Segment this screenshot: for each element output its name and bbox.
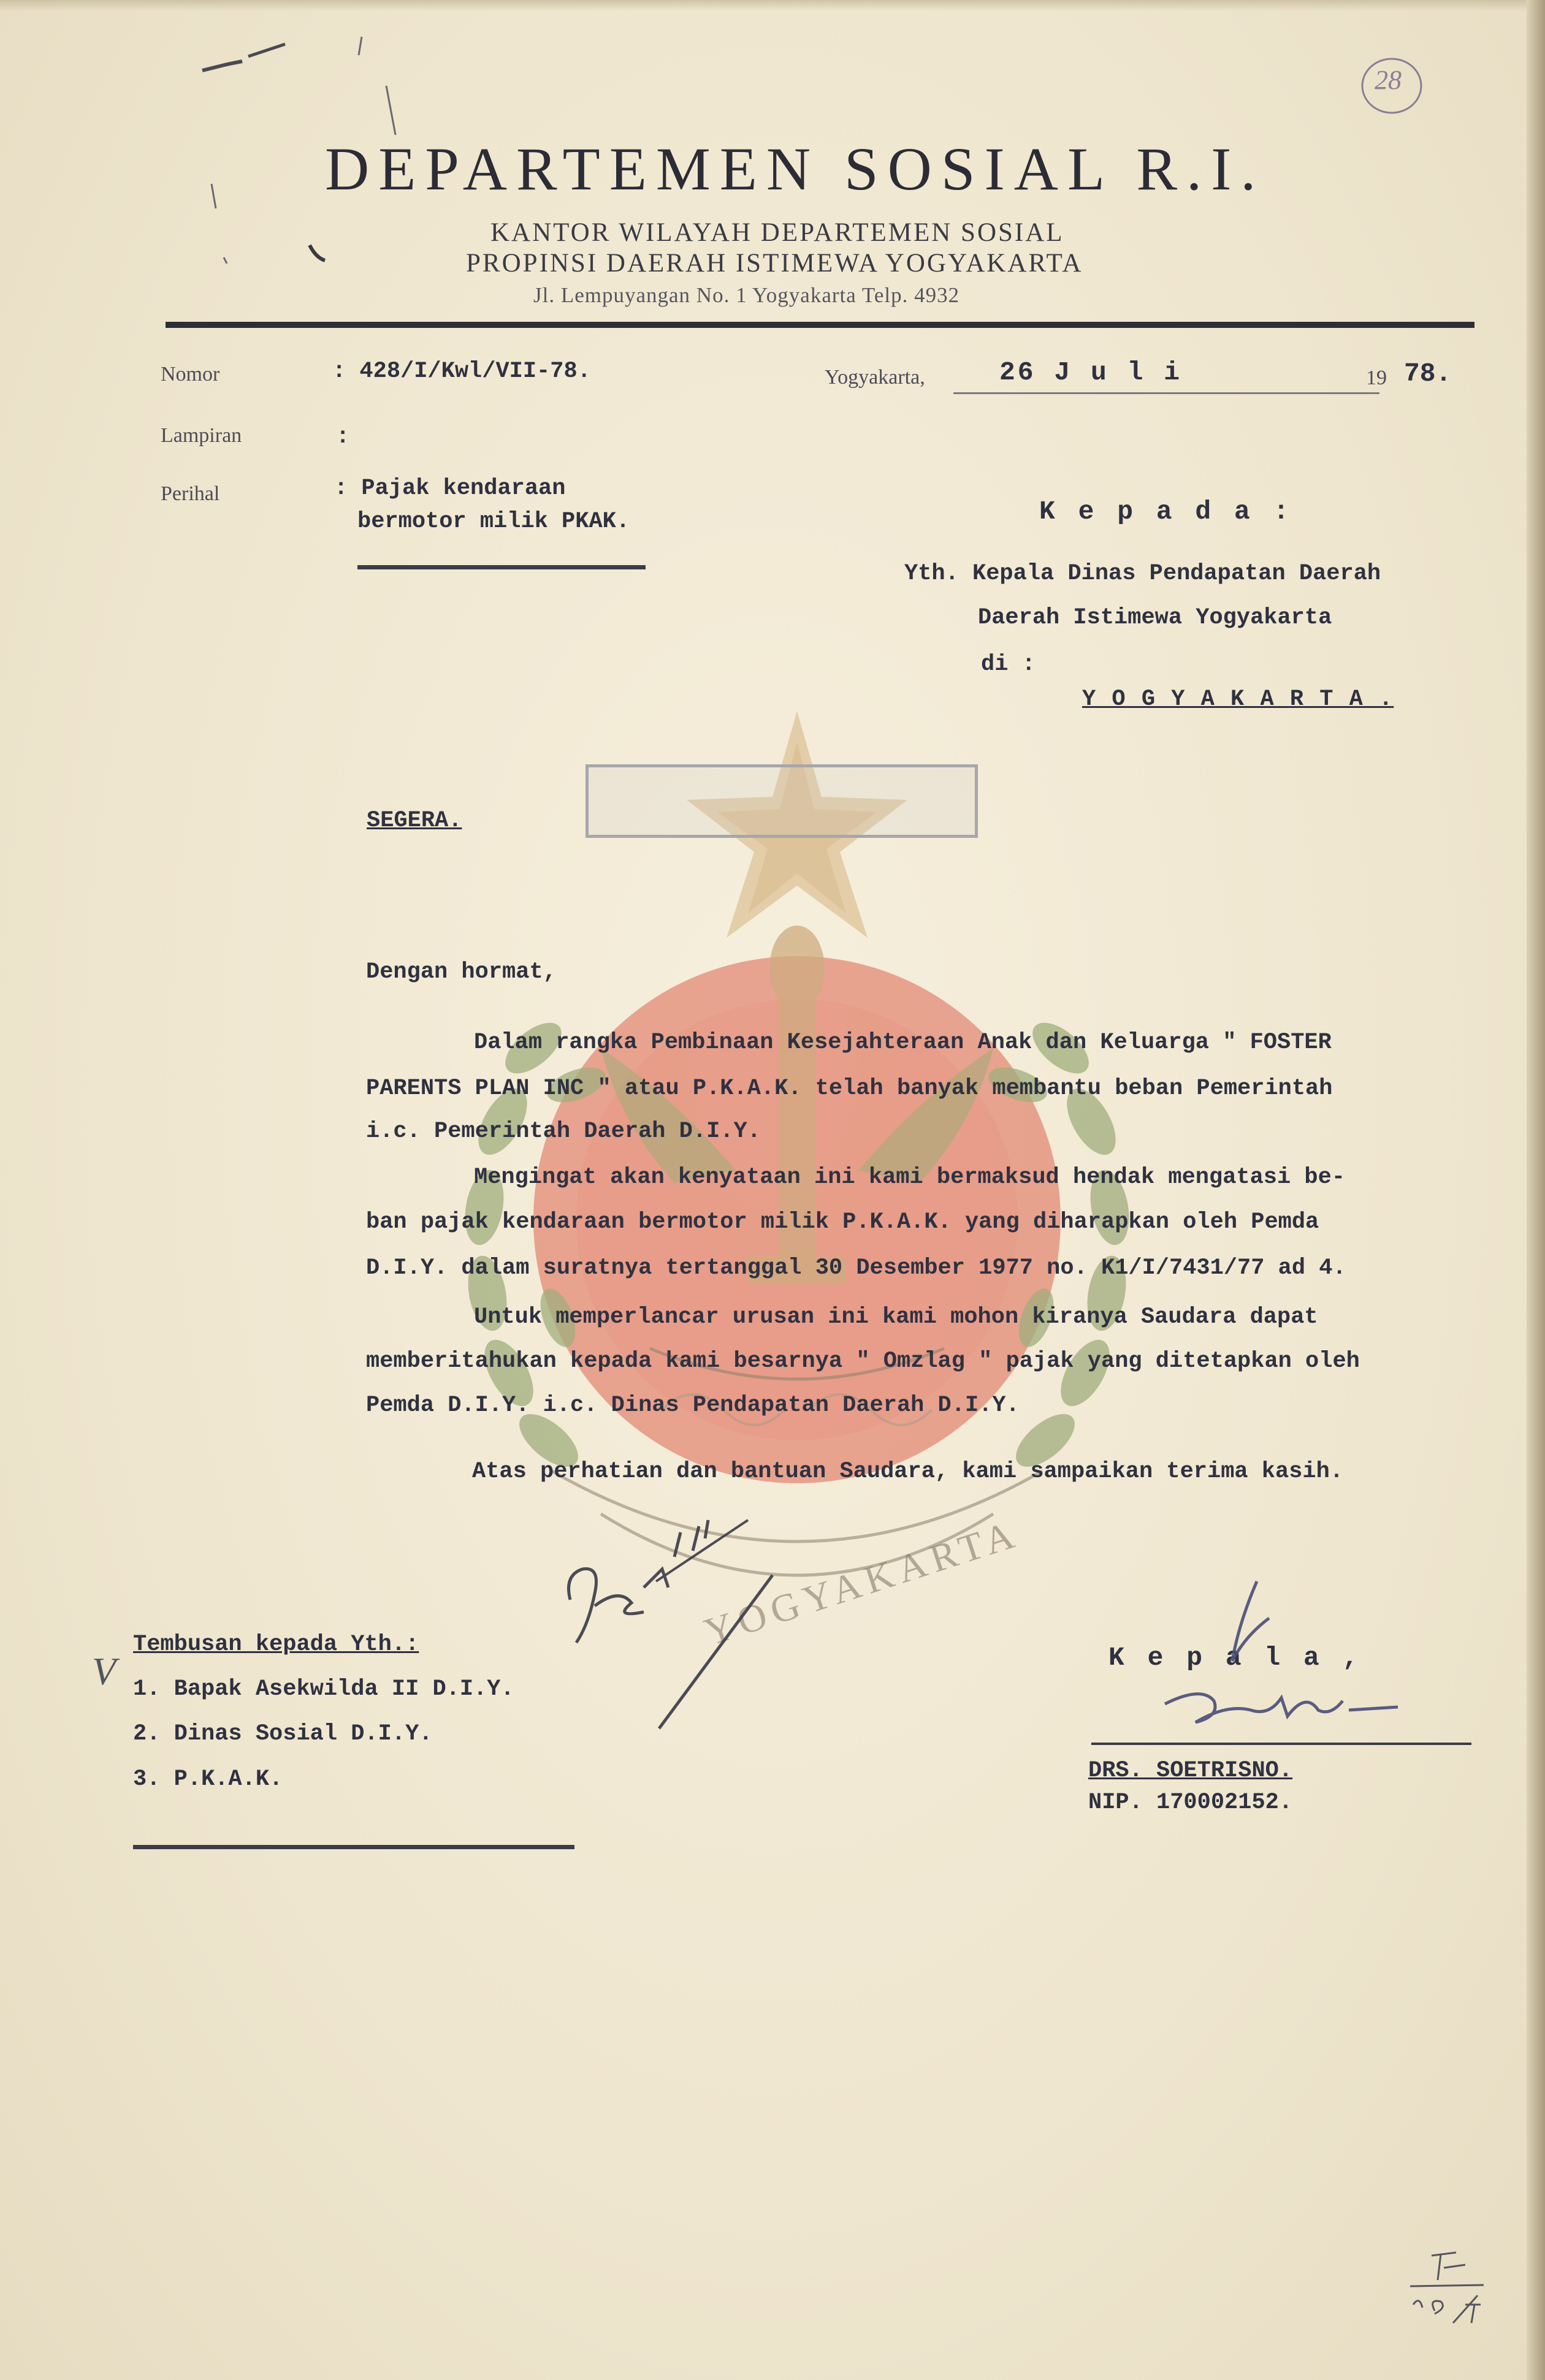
body-p2-line-1: Mengingat akan kenyataan ini kami bermaksud hendak mengatasi be- bbox=[474, 1165, 1346, 1190]
perihal-line-2: bermotor milik PKAK. bbox=[357, 509, 630, 534]
body-p3-line-2: memberitahukan kepada kami besarnya " Omzlag " pajak yang ditetapkan oleh bbox=[366, 1348, 1360, 1374]
recipient-city: Y O G Y A K A R T A . bbox=[1082, 686, 1394, 712]
signature-name: DRS. SOETRISNO. bbox=[1088, 1758, 1293, 1784]
archive-pencil-notes bbox=[1398, 2237, 1502, 2348]
seal-stamp-text: YOGYAKARTA bbox=[699, 1511, 1025, 1654]
perihal-line-1: : Pajak kendaraan bbox=[334, 476, 566, 501]
body-p3-line-3: Pemda D.I.Y. i.c. Dinas Pendapatan Daerah D.I.Y. bbox=[366, 1393, 1020, 1418]
recipient-line-2: Daerah Istimewa Yogyakarta bbox=[978, 605, 1332, 631]
corner-number: 28 bbox=[1375, 65, 1402, 95]
cc-item-1: 1. Bapak Asekwilda II D.I.Y. bbox=[133, 1676, 514, 1702]
signature-nip: NIP. 170002152. bbox=[1088, 1790, 1293, 1815]
recipient-line-1: Yth. Kepala Dinas Pendapatan Daerah bbox=[904, 561, 1381, 587]
margin-check-mark: V bbox=[92, 1649, 116, 1693]
body-p2-line-2: ban pajak kendaraan bermotor milik P.K.A.K. yang diharapkan oleh Pemda bbox=[366, 1209, 1319, 1235]
perihal-underline bbox=[357, 565, 646, 569]
nomor-value: : 428/I/Kwl/VII-78. bbox=[332, 359, 591, 384]
cc-heading: Tembusan kepada Yth.: bbox=[133, 1632, 419, 1657]
salutation: Dengan hormat, bbox=[366, 959, 557, 985]
letterhead-subtitle-office: KANTOR WILAYAH DEPARTEMEN SOSIAL bbox=[490, 218, 1064, 247]
letterhead-address: Jl. Lempuyangan No. 1 Yogyakarta Telp. 4932 bbox=[533, 283, 960, 307]
cc-bottom-rule bbox=[133, 1845, 574, 1849]
signature-handwritten bbox=[1128, 1569, 1422, 1753]
date-dotted-line bbox=[953, 392, 1379, 394]
lampiran-label: Lampiran bbox=[161, 424, 242, 447]
cc-item-2: 2. Dinas Sosial D.I.Y. bbox=[133, 1721, 433, 1747]
body-p1-line-3: i.c. Pemerintah Daerah D.I.Y. bbox=[366, 1119, 761, 1144]
recipient-kepada: K e p a d a : bbox=[1039, 496, 1293, 527]
received-stamp-box bbox=[586, 764, 978, 838]
letterhead-title: DEPARTEMEN SOSIAL R.I. bbox=[325, 135, 1265, 203]
date-day-month: 26 J u l i bbox=[999, 357, 1183, 387]
urgency-label: SEGERA. bbox=[367, 808, 462, 834]
letterhead-subtitle-province: PROPINSI DAERAH ISTIMEWA YOGYAKARTA bbox=[466, 249, 1083, 278]
signature-position: K e p a l a , bbox=[1108, 1643, 1362, 1673]
perihal-label: Perihal bbox=[161, 482, 220, 505]
body-closing: Atas perhatian dan bantuan Saudara, kami sampaikan terima kasih. bbox=[472, 1459, 1344, 1485]
body-p1-line-2: PARENTS PLAN INC " atau P.K.A.K. telah banyak membantu beban Pemerintah bbox=[366, 1076, 1333, 1101]
date-year-suffix: 78. bbox=[1404, 359, 1452, 389]
recipient-line-3: di : bbox=[981, 652, 1036, 677]
initials-handwritten bbox=[552, 1496, 809, 1741]
page-right-edge bbox=[1527, 0, 1545, 2380]
signature-line bbox=[1091, 1743, 1471, 1745]
body-p2-line-3: D.I.Y. dalam suratnya tertanggal 30 Desember 1977 no. K1/I/7431/77 ad 4. bbox=[366, 1255, 1346, 1281]
page-top-shadow bbox=[0, 0, 1545, 11]
nomor-label: Nomor bbox=[161, 363, 220, 386]
cc-item-3: 3. P.K.A.K. bbox=[133, 1766, 283, 1792]
date-year-prefix: 19 bbox=[1366, 367, 1387, 389]
date-place: Yogyakarta, bbox=[825, 366, 925, 389]
lampiran-value: : bbox=[336, 424, 350, 450]
body-p1-line-1: Dalam rangka Pembinaan Kesejahteraan Anak dan Keluarga " FOSTER bbox=[474, 1030, 1332, 1055]
body-p3-line-1: Untuk memperlancar urusan ini kami mohon kiranya Saudara dapat bbox=[474, 1304, 1318, 1330]
letterhead-rule bbox=[166, 322, 1474, 328]
